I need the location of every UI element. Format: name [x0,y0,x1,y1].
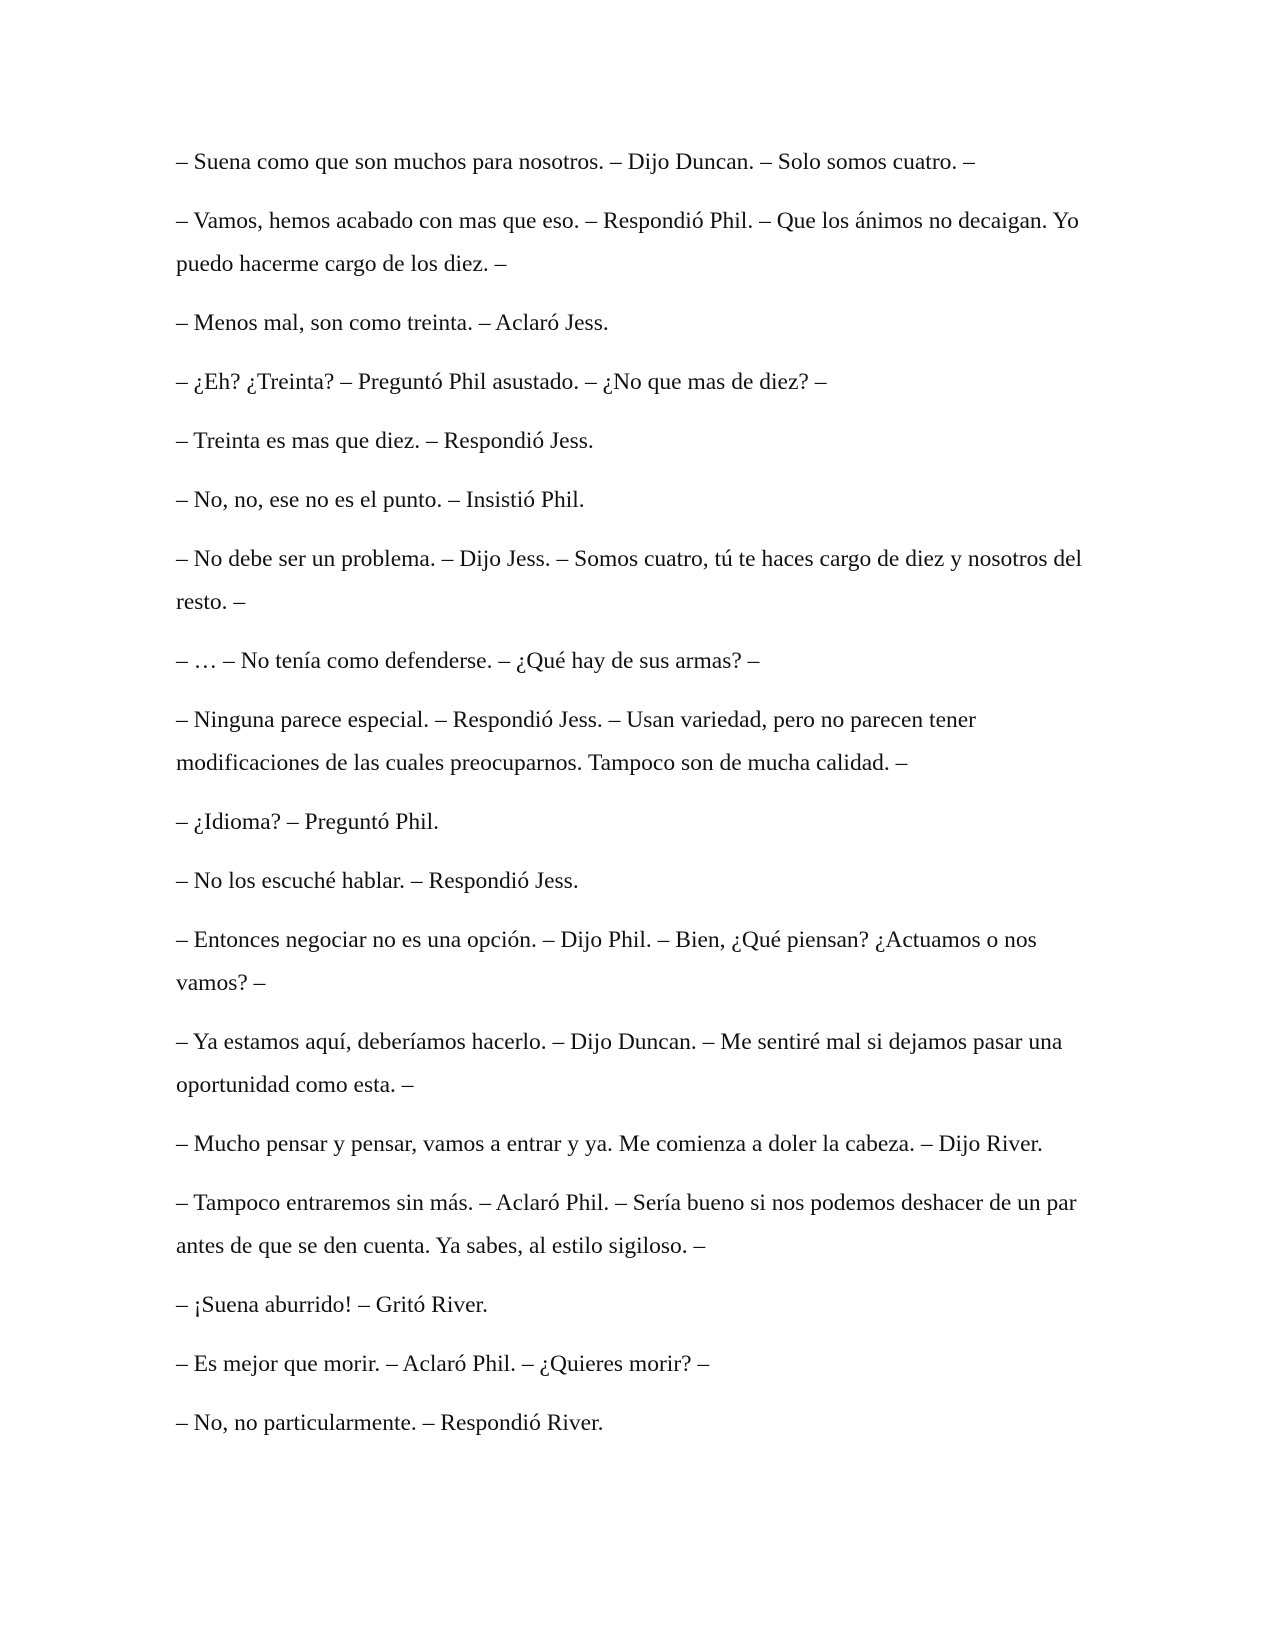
paragraph-7: – No debe ser un problema. – Dijo Jess. – Somos cuatro, tú te haces cargo de diez y nosotros del resto. – [176,546,1083,615]
document-body [176,141,1096,1461]
paragraph-17: – Es mejor que morir. – Aclaró Phil. – ¿Quieres morir? – [176,1351,710,1377]
paragraph-1: – Suena como que son muchos para nosotros. – Dijo Duncan. – Solo somos cuatro. – [176,149,975,175]
paragraph-5: – Treinta es mas que diez. – Respondió Jess. [176,428,594,454]
paragraph-12: – Entonces negociar no es una opción. – Dijo Phil. – Bien, ¿Qué piensan? ¿Actuamos o nos vamos? – [176,927,1037,996]
paragraph-4: – ¿Eh? ¿Treinta? – Preguntó Phil asustado. – ¿No que mas de diez? – [176,369,827,395]
paragraph-11: – No los escuché hablar. – Respondió Jess. [176,868,579,894]
paragraph-3: – Menos mal, son como treinta. – Aclaró Jess. [176,310,609,336]
paragraph-13: – Ya estamos aquí, deberíamos hacerlo. – Dijo Duncan. – Me sentiré mal si dejamos pasar una oportunidad como esta. – [176,1029,1063,1098]
paragraph-15: – Tampoco entraremos sin más. – Aclaró Phil. – Sería bueno si nos podemos deshacer de un par antes de que se den cuenta. Ya sabes, al estilo sigiloso. – [176,1190,1077,1259]
paragraph-16: – ¡Suena aburrido! – Gritó River. [176,1292,488,1318]
paragraph-9: – Ninguna parece especial. – Respondió Jess. – Usan variedad, pero no parecen tener modificaciones de las cuales preocuparnos. Tampoco son de mucha calidad. – [176,707,977,776]
paragraph-18: – No, no particularmente. – Respondió River. [176,1410,604,1436]
paragraph-14: – Mucho pensar y pensar, vamos a entrar y ya. Me comienza a doler la cabeza. – Dijo River. [176,1131,1043,1157]
paragraph-6: – No, no, ese no es el punto. – Insistió Phil. [176,487,585,513]
paragraph-2: – Vamos, hemos acabado con mas que eso. – Respondió Phil. – Que los ánimos no decaigan. Yo puedo hacerme cargo de los diez. – [176,208,1079,277]
paragraph-8: – … – No tenía como defenderse. – ¿Qué hay de sus armas? – [176,648,760,674]
paragraph-10: – ¿Idioma? – Preguntó Phil. [176,809,440,835]
